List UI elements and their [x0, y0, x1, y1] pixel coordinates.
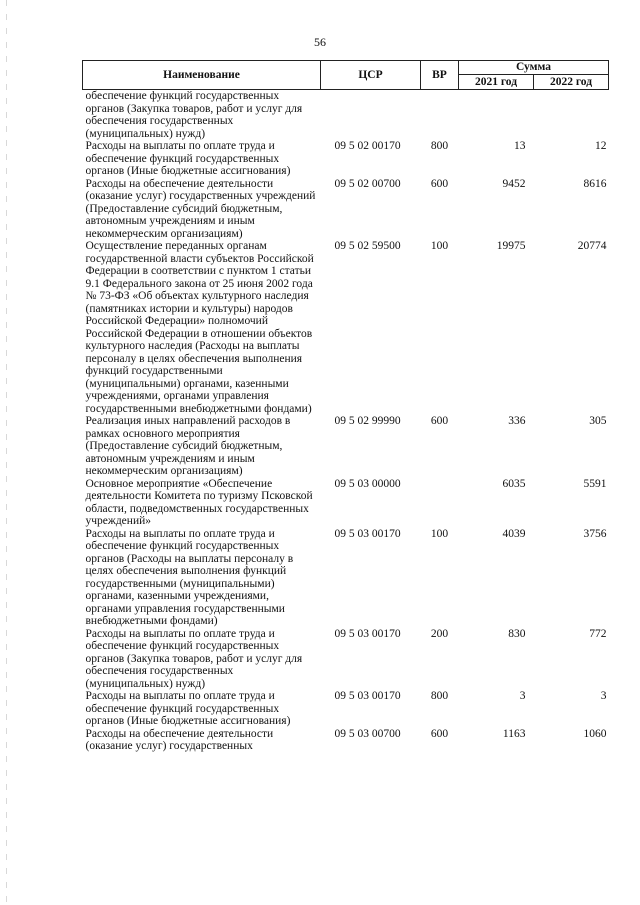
row-csr-code: 09 5 03 00700: [334, 727, 401, 740]
row-amount-2022: 1060: [583, 727, 607, 740]
row-amount-2021: 19975: [496, 240, 526, 252]
table-row: [83, 140, 609, 178]
header-sum: Сумма: [459, 61, 609, 75]
row-name: обеспечение функций государственных органов (Закупка товаров, работ и услуг для обеспечения государственных (муниципальных) нужд): [85, 90, 303, 140]
row-amount-2022: 3756: [583, 527, 607, 540]
row-amount-2022: 5591: [583, 477, 607, 490]
row-vr-code: 600: [430, 727, 449, 740]
row-amount-2022: [534, 90, 609, 141]
row-amount-2021: 336: [508, 415, 526, 427]
row-csr-code: 09 5 02 00700: [334, 177, 401, 190]
row-csr-code: 09 5 03 00000: [334, 477, 401, 490]
table-row: [83, 178, 609, 241]
row-amount-2021: 3: [519, 690, 526, 702]
header-year-2022: 2022 год: [534, 75, 609, 90]
table-row: [83, 90, 609, 141]
row-vr-code: [421, 90, 459, 141]
table-row: [83, 728, 609, 753]
row-name: Расходы на выплаты по оплате труда и обеспечение функций государственных органов (Закупка товаров, работ и услуг для обеспечения государственных (муниципальных) нужд): [85, 627, 303, 690]
row-amount-2022: 772: [589, 627, 607, 640]
page-number: 56: [314, 35, 326, 49]
header-year-2021: 2021 год: [459, 75, 534, 90]
table-body: [83, 90, 609, 753]
header-csr: ЦСР: [321, 61, 421, 90]
row-vr-code: 100: [430, 240, 449, 252]
row-vr-code: 600: [430, 415, 449, 427]
row-amount-2021: 13: [514, 140, 526, 152]
header-name: Наименование: [83, 61, 321, 90]
row-vr-code: [421, 478, 459, 528]
row-vr-code: 800: [430, 140, 449, 152]
table-row: [83, 415, 609, 478]
row-csr-code: [321, 90, 421, 141]
budget-table-sheet: [82, 60, 608, 753]
row-csr-code: 09 5 02 99990: [334, 415, 401, 427]
row-vr-code: 200: [430, 627, 449, 640]
table-row: [83, 690, 609, 728]
row-amount-2022: 12: [595, 140, 607, 152]
scan-edge-artifact: [6, 0, 7, 905]
row-amount-2022: 8616: [583, 177, 607, 190]
row-csr-code: 09 5 02 59500: [334, 240, 401, 252]
budget-table: [82, 60, 609, 753]
row-name: Основное мероприятие «Обеспечение деятельности Комитета по туризму Псковской области, подведомственных государственных учреждений»: [85, 477, 313, 527]
row-amount-2022: 20774: [577, 240, 607, 252]
row-amount-2021: 830: [508, 627, 526, 640]
row-amount-2021: 4039: [502, 527, 526, 540]
row-amount-2021: 9452: [502, 177, 526, 190]
row-name: Расходы на выплаты по оплате труда и обеспечение функций государственных органов (Иные бюджетные ассигнования): [85, 690, 291, 727]
row-csr-code: 09 5 03 00170: [334, 527, 401, 540]
row-csr-code: 09 5 03 00170: [334, 690, 401, 702]
row-amount-2022: 305: [589, 415, 607, 427]
row-amount-2022: 3: [600, 690, 607, 702]
row-name: Реализация иных направлений расходов в рамках основного мероприятия (Предоставление субсидий бюджетным, автономным учреждениям и иным некоммерческим организациям): [85, 415, 291, 477]
table-row: [83, 528, 609, 628]
row-amount-2021: 1163: [502, 727, 526, 740]
row-amount-2021: [459, 90, 534, 141]
row-vr-code: 600: [430, 177, 449, 190]
row-amount-2021: 6035: [502, 477, 526, 490]
row-vr-code: 100: [430, 527, 449, 540]
row-name: Расходы на выплаты по оплате труда и обеспечение функций государственных органов (Расходы на выплаты персоналу в целях обеспечения выполнения функций государственными (муниципальными) органами, казенными учреждениями, органами управления государственными внебюджетными фондами): [85, 527, 294, 627]
table-row: [83, 478, 609, 528]
table-row: [83, 628, 609, 691]
header-vr: ВР: [421, 61, 459, 90]
row-csr-code: 09 5 02 00170: [334, 140, 401, 152]
row-name: Расходы на выплаты по оплате труда и обеспечение функций государственных органов (Иные бюджетные ассигнования): [85, 140, 291, 177]
row-name: Осуществление переданных органам государственной власти субъектов Российской Федерации в соответствии с пунктом 1 статьи 9.1 Федерального закона от 25 июня 2002 года № 73-ФЗ «Об объектах культурного наследия (памятниках истории и культуры) народов Российской Федерации» полномочий Российской Федерации в отношении объектов культурного наследия (Расходы на выплаты персоналу в целях обеспечения выполнения функций государственными (муниципальными) органами, казенными учреждениями, органами управления государственными внебюджетными фондами): [85, 240, 314, 415]
table-row: [83, 240, 609, 415]
row-name: Расходы на обеспечение деятельности (оказание услуг) государственных: [85, 727, 274, 752]
row-csr-code: 09 5 03 00170: [334, 627, 401, 640]
row-name: Расходы на обеспечение деятельности (оказание услуг) государственных учреждений (Предоставление субсидий бюджетным, автономным учреждениям и иным некоммерческим организациям): [85, 177, 316, 240]
table-header: [83, 61, 609, 90]
row-vr-code: 800: [430, 690, 449, 702]
